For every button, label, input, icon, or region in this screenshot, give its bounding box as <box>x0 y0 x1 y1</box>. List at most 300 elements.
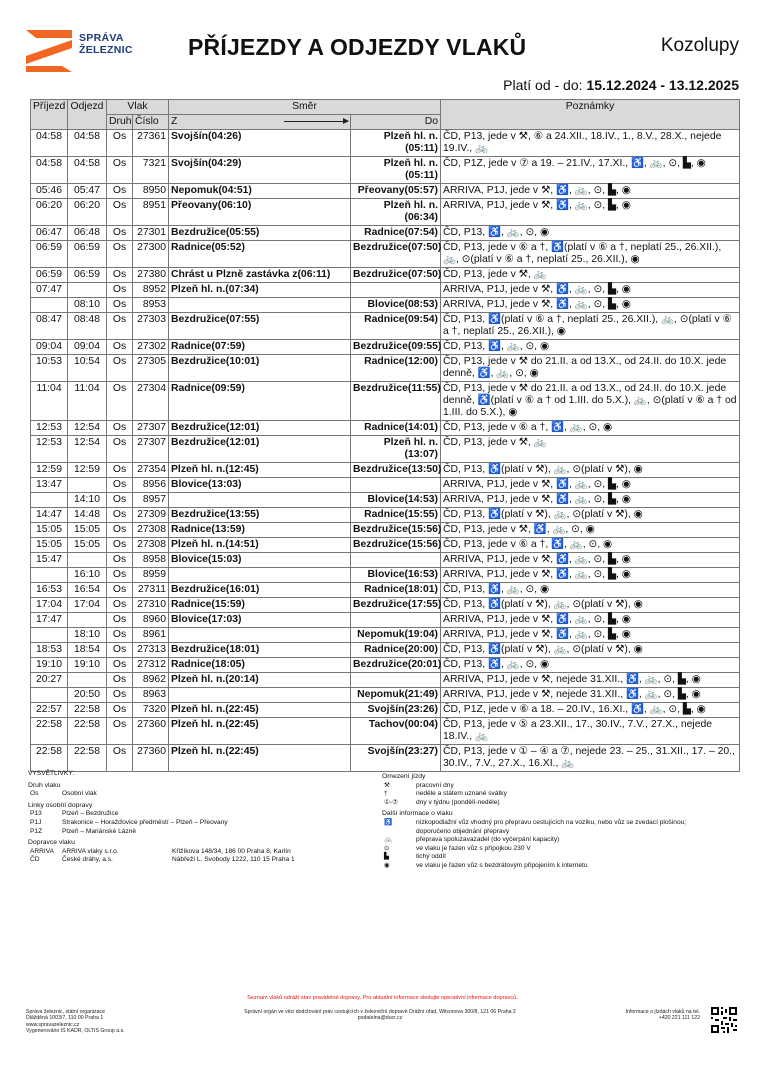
destination-station: Plzeň hl. n.(06:34) <box>351 199 441 226</box>
departure-time: 05:47 <box>68 184 107 199</box>
legend-info-item-value: ve vlaku je řazen vůz s přípojkou 230 V <box>416 844 531 852</box>
destination-station: Bezdružice(15:56) <box>351 538 441 553</box>
origin-station: Blovice(17:03) <box>169 613 351 628</box>
train-type: Os <box>107 421 133 436</box>
footer-phone-number[interactable]: +420 221 111 122 <box>658 1015 700 1022</box>
departure-time: 15:05 <box>68 538 107 553</box>
train-number: 8963 <box>133 688 169 703</box>
departure-time <box>68 613 107 628</box>
origin-station: Bezdružice(13:55) <box>169 508 351 523</box>
train-number: 8956 <box>133 478 169 493</box>
departure-time: 15:05 <box>68 523 107 538</box>
origin-station: Radnice(07:59) <box>169 340 351 355</box>
departure-time: 18:54 <box>68 643 107 658</box>
sz-logo-icon <box>26 30 74 72</box>
train-type: Os <box>107 226 133 241</box>
train-notes: ARRIVA, P1J, jede v ⚒, ♿, 🚲, ⊙, ▙, ◉ <box>441 199 740 226</box>
origin-station: Bezdružice(16:01) <box>169 583 351 598</box>
train-type: Os <box>107 340 133 355</box>
train-notes: ARRIVA, P1J, jede v ⚒, ♿, 🚲, ⊙, ▙, ◉ <box>441 298 740 313</box>
arrival-time: 04:58 <box>31 130 68 157</box>
destination-station <box>351 673 441 688</box>
train-notes: ČD, P13, ♿, 🚲, ⊙, ◉ <box>441 226 740 241</box>
train-notes: ČD, P13, jede v ⑥ a †, ♿, 🚲, ⊙, ◉ <box>441 538 740 553</box>
train-notes: ARRIVA, P1J, jede v ⚒, nejede 31.XII., ♿, 🚲, ⊙, ▙, ◉ <box>441 673 740 688</box>
origin-station: Chrást u Plzně zastávka z(06:11) <box>169 268 351 283</box>
destination-station: Bezdružice(20:01) <box>351 658 441 673</box>
legend-right <box>382 770 712 871</box>
timetable-row <box>31 553 740 568</box>
destination-station: Bezdružice(07:50) <box>351 268 441 283</box>
train-notes: ČD, P1Z, jede v ⑦ a 19. – 21.IV., 17.XI., ♿, 🚲, ⊙, ▙, ◉ <box>441 157 740 184</box>
departure-time: 17:04 <box>68 598 107 613</box>
train-type: Os <box>107 199 133 226</box>
destination-station: Svojšín(23:26) <box>351 703 441 718</box>
origin-station: Bezdružice(18:01) <box>169 643 351 658</box>
arrival-time: 19:10 <box>31 658 68 673</box>
departure-time: 16:10 <box>68 568 107 583</box>
arrival-time: 15:47 <box>31 553 68 568</box>
legend-line-value: Plzeň – Mariánské Lázně <box>62 827 137 835</box>
destination-station: Nepomuk(21:49) <box>351 688 441 703</box>
legend-line-value: Strakonice – Horažďovice předměstí – Plzeň – Přeovany <box>62 818 228 826</box>
footer-org-line: Vygenerováno IS KADR, OLTIS Group a.s. <box>26 1028 125 1035</box>
destination-station: Radnice(14:01) <box>351 421 441 436</box>
timetable-body <box>31 130 740 772</box>
legend-restriction-value: neděle a státem uznané svátky <box>416 790 507 798</box>
departure-time: 20:50 <box>68 688 107 703</box>
timetable-row <box>31 688 740 703</box>
departure-time: 04:58 <box>68 157 107 184</box>
timetable-row <box>31 703 740 718</box>
destination-station: Bezdružice(17:55) <box>351 598 441 613</box>
train-notes: ČD, P13, jede v ⑥ a †, ♿, 🚲, ⊙, ◉ <box>441 421 740 436</box>
origin-station: Bezdružice(05:55) <box>169 226 351 241</box>
footer-org-website[interactable]: www.spravazeleznic.cz <box>26 1021 80 1028</box>
train-number: 27354 <box>133 463 169 478</box>
origin-station: Přeovany(06:10) <box>169 199 351 226</box>
arrival-time: 12:53 <box>31 436 68 463</box>
train-type: Os <box>107 241 133 268</box>
arrival-time: 15:05 <box>31 523 68 538</box>
timetable-row <box>31 283 740 298</box>
legend-train-type-heading: Druh vlaku <box>28 781 61 789</box>
train-number: 27308 <box>133 523 169 538</box>
timetable-row <box>31 463 740 478</box>
destination-station: Bezdružice(11:55) <box>351 382 441 421</box>
train-number: 27309 <box>133 508 169 523</box>
origin-station: Plzeň hl. n.(22:45) <box>169 745 351 772</box>
train-notes: ČD, P13, ♿(platí v ⑥ a †, neplatí 25., 26.XII.), 🚲, ⊙(platí v ⑥ a †, neplatí 25., 26.XII.), ◉ <box>441 313 740 340</box>
origin-station <box>169 568 351 583</box>
train-number: 27301 <box>133 226 169 241</box>
origin-station: Radnice(09:59) <box>169 382 351 421</box>
train-notes: ČD, P13, jede v ⑤ a 23.XII., 17., 30.IV., 7.V., 27.X., nejede 18.IV., 🚲 <box>441 718 740 745</box>
train-number: 8957 <box>133 493 169 508</box>
legend-info-item <box>382 836 712 845</box>
arrival-time: 05:46 <box>31 184 68 199</box>
departure-time <box>68 283 107 298</box>
train-number: 27307 <box>133 421 169 436</box>
train-type: Os <box>107 745 133 772</box>
origin-station: Bezdružice(10:01) <box>169 355 351 382</box>
train-notes: ČD, P13, ♿(platí v ⚒), 🚲, ⊙(platí v ⚒), ◉ <box>441 463 740 478</box>
origin-station: Plzeň hl. n.(14:51) <box>169 538 351 553</box>
origin-station: Plzeň hl. n.(22:45) <box>169 703 351 718</box>
departure-time: 11:04 <box>68 382 107 421</box>
arrival-time: 22:58 <box>31 745 68 772</box>
departure-time: 09:04 <box>68 340 107 355</box>
arrival-time: 16:53 <box>31 583 68 598</box>
train-notes: ARRIVA, P1J, jede v ⚒, ♿, 🚲, ⊙, ▙, ◉ <box>441 283 740 298</box>
destination-station: Blovice(08:53) <box>351 298 441 313</box>
legend-line-key: P1Z <box>30 827 43 835</box>
logo-wordmark <box>79 32 133 56</box>
col-number: Číslo <box>133 115 169 130</box>
origin-station: Blovice(13:03) <box>169 478 351 493</box>
col-type: Druh <box>107 115 133 130</box>
legend-carrier-address: Nábřeží L. Svobody 1222, 110 15 Praha 1 <box>172 856 295 864</box>
destination-station <box>351 478 441 493</box>
legend-restrictions-heading: Omezení jízdy <box>382 773 426 780</box>
page-title: PŘÍJEZDY A ODJEZDY VLAKŮ <box>188 34 527 60</box>
train-notes: ČD, P13, jede v ⚒, ⑥ a 24.XII., 18.IV., 1., 8.V., 28.X., nejede 19.IV., 🚲 <box>441 130 740 157</box>
train-notes: ČD, P13, jede v ⚒, 🚲 <box>441 268 740 283</box>
legend-line-key: P13 <box>30 810 42 818</box>
train-type: Os <box>107 613 133 628</box>
destination-station: Radnice(20:00) <box>351 643 441 658</box>
legend-restrictions <box>382 782 712 808</box>
departure-time: 06:48 <box>68 226 107 241</box>
footer-info-line: Informace o jízdách vlaků na tel. <box>625 1009 700 1015</box>
arrival-time <box>31 688 68 703</box>
legend-carrier-key: ARRIVA <box>30 847 55 855</box>
legend-restriction-value: dny v týdnu (pondělí-neděle) <box>416 798 500 806</box>
destination-station <box>351 613 441 628</box>
train-type: Os <box>107 583 133 598</box>
train-number: 8953 <box>133 298 169 313</box>
timetable-row <box>31 421 740 436</box>
origin-station: Nepomuk(04:51) <box>169 184 351 199</box>
legend-train-type <box>28 790 348 799</box>
legend-restriction <box>382 799 712 808</box>
train-type: Os <box>107 508 133 523</box>
train-number: 27312 <box>133 658 169 673</box>
legend-info-item-value: ve vlaku je řazen vůz s bezdrátovým připojením k internetu <box>416 861 588 869</box>
timetable-row <box>31 643 740 658</box>
arrival-time <box>31 568 68 583</box>
origin-station: Plzeň hl. n.(22:45) <box>169 718 351 745</box>
legend-title: VYSVĚTLIVKY: <box>28 770 75 777</box>
arrival-time: 09:04 <box>31 340 68 355</box>
arrival-time: 22:58 <box>31 718 68 745</box>
footer-org-line: Správa železnic, státní organizace <box>26 1009 106 1015</box>
arrival-time: 08:47 <box>31 313 68 340</box>
timetable-row <box>31 568 740 583</box>
train-notes: ČD, P13, ♿(platí v ⚒), 🚲, ⊙(platí v ⚒), ◉ <box>441 508 740 523</box>
footer-authority <box>230 1009 530 1022</box>
col-notes: Poznámky <box>441 100 740 130</box>
train-type: Os <box>107 688 133 703</box>
train-type: Os <box>107 298 133 313</box>
arrival-time <box>31 628 68 643</box>
destination-station: Bezdružice(13:50) <box>351 463 441 478</box>
train-number: 27304 <box>133 382 169 421</box>
sz-logo <box>26 30 146 72</box>
destination-station: Tachov(00:04) <box>351 718 441 745</box>
departure-time: 19:10 <box>68 658 107 673</box>
timetable-row <box>31 226 740 241</box>
train-notes: ČD, P13, jede v ⚒ do 21.II. a od 13.X., od 24.II. do 10.X. jede denně, ♿(platí v ⑥ a † od 1.III. do 5.X.), 🚲, ⊙(platí v ⑥ a † od 1.III. do 5.X.), ◉ <box>441 382 740 421</box>
arrival-time: 06:59 <box>31 268 68 283</box>
train-type: Os <box>107 523 133 538</box>
train-notes: ČD, P13, ♿, 🚲, ⊙, ◉ <box>441 583 740 598</box>
arrival-time: 20:27 <box>31 673 68 688</box>
train-type: Os <box>107 157 133 184</box>
train-type: Os <box>107 493 133 508</box>
train-type: Os <box>107 568 133 583</box>
train-number: 27307 <box>133 436 169 463</box>
destination-station: Blovice(14:53) <box>351 493 441 508</box>
train-type: Os <box>107 283 133 298</box>
train-notes: ARRIVA, P1J, jede v ⚒, ♿, 🚲, ⊙, ▙, ◉ <box>441 613 740 628</box>
train-number: 27310 <box>133 598 169 613</box>
train-number: 27360 <box>133 718 169 745</box>
train-type: Os <box>107 718 133 745</box>
legend-restriction <box>382 790 712 799</box>
legend-train-types <box>28 790 348 799</box>
train-type: Os <box>107 673 133 688</box>
timetable-row <box>31 298 740 313</box>
timetable-row <box>31 673 740 688</box>
train-notes: ČD, P13, ♿, 🚲, ⊙, ◉ <box>441 658 740 673</box>
destination-station <box>351 283 441 298</box>
train-notes: ČD, P13, jede v ① – ④ a ⑦, nejede 23. – 25., 31.XII., 17. – 20., 30.IV., 7.V., 27.X., 16.XI., 🚲 <box>441 745 740 772</box>
train-notes: ARRIVA, P1J, jede v ⚒, ♿, 🚲, ⊙, ▙, ◉ <box>441 493 740 508</box>
train-type: Os <box>107 598 133 613</box>
departure-time: 12:59 <box>68 463 107 478</box>
train-number: 27380 <box>133 268 169 283</box>
arrival-time: 15:05 <box>31 538 68 553</box>
train-notes: ČD, P13, jede v ⚒, 🚲 <box>441 436 740 463</box>
destination-station: Plzeň hl. n.(05:11) <box>351 157 441 184</box>
col-to: Do <box>351 115 441 130</box>
legend-carrier-value: ARRIVA vlaky s.r.o. <box>62 847 119 855</box>
destination-station: Radnice(09:54) <box>351 313 441 340</box>
train-notes: ARRIVA, P1J, jede v ⚒, nejede 31.XII., ♿, 🚲, ⊙, ▙, ◉ <box>441 688 740 703</box>
timetable-row <box>31 493 740 508</box>
logo-line-2: ŽELEZNIC <box>79 44 133 56</box>
legend-restriction-key: ①-⑦ <box>384 798 399 806</box>
col-departure: Odjezd <box>68 100 107 130</box>
legend-train-type-key: Os <box>30 790 39 798</box>
train-type: Os <box>107 268 133 283</box>
departure-time: 04:58 <box>68 130 107 157</box>
train-number: 8958 <box>133 553 169 568</box>
train-notes: ARRIVA, P1J, jede v ⚒, ♿, 🚲, ⊙, ▙, ◉ <box>441 553 740 568</box>
legend-info-item-value: přeprava spoluzavazadel (do vyčerpání kapacity) <box>416 836 560 844</box>
departure-time: 06:59 <box>68 241 107 268</box>
arrival-time: 04:58 <box>31 157 68 184</box>
legend-restriction-key: ⚒ <box>384 781 390 789</box>
legend-carriers-heading: Dopravce vlaku <box>28 839 75 847</box>
legend-info-item <box>382 853 712 862</box>
departure-time: 22:58 <box>68 745 107 772</box>
train-type: Os <box>107 478 133 493</box>
timetable-row <box>31 157 740 184</box>
origin-station: Svojšín(04:29) <box>169 157 351 184</box>
timetable-row <box>31 628 740 643</box>
validity-value: 15.12.2024 - 13.12.2025 <box>586 77 739 93</box>
departure-time: 16:54 <box>68 583 107 598</box>
train-number: 27303 <box>133 313 169 340</box>
timetable-row <box>31 313 740 340</box>
train-number: 27311 <box>133 583 169 598</box>
arrival-time: 22:57 <box>31 703 68 718</box>
timetable-row <box>31 340 740 355</box>
origin-station <box>169 493 351 508</box>
train-number: 8959 <box>133 568 169 583</box>
destination-station: Bezdružice(09:55) <box>351 340 441 355</box>
train-notes: ČD, P13, jede v ⚒ do 21.II. a od 13.X., od 24.II. do 10.X. jede denně, ♿, 🚲, ⊙, ◉ <box>441 355 740 382</box>
legend-info <box>382 819 712 871</box>
legend-lines <box>28 810 348 836</box>
legend-info-item-key: ▙ <box>384 853 390 861</box>
legend-left <box>28 770 348 865</box>
destination-station: Radnice(15:55) <box>351 508 441 523</box>
legend-carrier-address: Křižíkova 148/34, 186 00 Praha 8, Karlín <box>172 847 291 855</box>
origin-station: Blovice(15:03) <box>169 553 351 568</box>
train-number: 8952 <box>133 283 169 298</box>
departure-time: 12:54 <box>68 421 107 436</box>
legend-carrier-key: ČD <box>30 856 40 864</box>
destination-station: Blovice(16:53) <box>351 568 441 583</box>
col-direction: Směr <box>169 100 441 115</box>
legend-info-item-value: tichý oddíl <box>416 853 446 861</box>
train-type: Os <box>107 463 133 478</box>
destination-station: Bezdružice(07:50) <box>351 241 441 268</box>
train-number: 27308 <box>133 538 169 553</box>
departure-time: 22:58 <box>68 703 107 718</box>
train-number: 27300 <box>133 241 169 268</box>
legend-restriction <box>382 782 712 791</box>
train-type: Os <box>107 703 133 718</box>
timetable-row <box>31 508 740 523</box>
origin-station: Svojšín(04:26) <box>169 130 351 157</box>
timetable-row <box>31 598 740 613</box>
departure-time: 08:48 <box>68 313 107 340</box>
train-type: Os <box>107 658 133 673</box>
train-number: 8962 <box>133 673 169 688</box>
footer-info-phone <box>560 1009 700 1022</box>
departure-time: 06:59 <box>68 268 107 283</box>
train-type: Os <box>107 643 133 658</box>
qr-code-icon[interactable] <box>711 1007 737 1033</box>
legend-line-key: P1J <box>30 818 42 826</box>
col-arrival: Příjezd <box>31 100 68 130</box>
train-type: Os <box>107 553 133 568</box>
footer-org-line: Dlážděná 1003/7, 110 00 Praha 1 <box>26 1015 104 1022</box>
train-notes: ČD, P1Z, jede v ⑥ a 18. – 20.IV., 16.XI., ♿, 🚲, ⊙, ▙, ◉ <box>441 703 740 718</box>
train-number: 27302 <box>133 340 169 355</box>
arrival-time <box>31 493 68 508</box>
train-type: Os <box>107 130 133 157</box>
train-number: 27313 <box>133 643 169 658</box>
destination-station: Radnice(07:54) <box>351 226 441 241</box>
train-notes: ARRIVA, P1J, jede v ⚒, ♿, 🚲, ⊙, ▙, ◉ <box>441 478 740 493</box>
footer-authority-line: Správní orgán ve věci dodržování práv cestujících v železniční dopravě Drážní úřad, Wilsonova 300/8, 121 06 Praha 2 <box>244 1009 516 1015</box>
legend-restriction-value: pracovní dny <box>416 781 454 789</box>
train-notes: ČD, P13, jede v ⚒, ♿, 🚲, ⊙, ◉ <box>441 523 740 538</box>
timetable-row <box>31 583 740 598</box>
arrival-time: 10:53 <box>31 355 68 382</box>
destination-station: Radnice(18:01) <box>351 583 441 598</box>
timetable <box>30 99 740 772</box>
departure-time <box>68 673 107 688</box>
origin-station: Radnice(18:05) <box>169 658 351 673</box>
departure-time: 14:48 <box>68 508 107 523</box>
legend-info-item-key: ⊙ <box>384 844 390 852</box>
train-number: 8961 <box>133 628 169 643</box>
train-type: Os <box>107 538 133 553</box>
legend-line <box>28 810 348 819</box>
timetable-row <box>31 382 740 421</box>
train-number: 7320 <box>133 703 169 718</box>
destination-station: Radnice(12:00) <box>351 355 441 382</box>
origin-station: Plzeň hl. n.(12:45) <box>169 463 351 478</box>
destination-station: Plzeň hl. n.(13:07) <box>351 436 441 463</box>
origin-station: Bezdružice(12:01) <box>169 436 351 463</box>
destination-station: Plzeň hl. n.(05:11) <box>351 130 441 157</box>
destination-station: Přeovany(05:57) <box>351 184 441 199</box>
timetable-row <box>31 613 740 628</box>
departure-time <box>68 478 107 493</box>
origin-station <box>169 688 351 703</box>
validity-label: Platí od - do: <box>503 77 587 93</box>
arrival-time: 12:59 <box>31 463 68 478</box>
origin-station: Plzeň hl. n.(07:34) <box>169 283 351 298</box>
origin-station: Plzeň hl. n.(20:14) <box>169 673 351 688</box>
destination-station: Nepomuk(19:04) <box>351 628 441 643</box>
origin-station: Radnice(15:59) <box>169 598 351 613</box>
departure-time: 22:58 <box>68 718 107 745</box>
train-number: 8951 <box>133 199 169 226</box>
train-number: 27361 <box>133 130 169 157</box>
train-number: 27305 <box>133 355 169 382</box>
train-type: Os <box>107 628 133 643</box>
legend-line <box>28 828 348 837</box>
origin-station <box>169 628 351 643</box>
train-type: Os <box>107 313 133 340</box>
footer-authority-email[interactable]: podatelna@ducr.cz <box>357 1015 403 1022</box>
destination-station <box>351 553 441 568</box>
col-from <box>169 115 351 130</box>
arrival-time: 18:53 <box>31 643 68 658</box>
train-type: Os <box>107 436 133 463</box>
departure-time: 06:20 <box>68 199 107 226</box>
station-name: Kozolupy <box>660 35 739 56</box>
timetable-row <box>31 241 740 268</box>
legend-line <box>28 819 348 828</box>
legend-info-item <box>382 862 712 871</box>
legend-info-heading: Další informace o vlaku <box>382 810 453 818</box>
departure-time: 08:10 <box>68 298 107 313</box>
timetable-row <box>31 355 740 382</box>
timetable-row <box>31 130 740 157</box>
origin-station: Radnice(05:52) <box>169 241 351 268</box>
timetable-row <box>31 718 740 745</box>
legend-info-item-key: ◉ <box>384 861 390 869</box>
